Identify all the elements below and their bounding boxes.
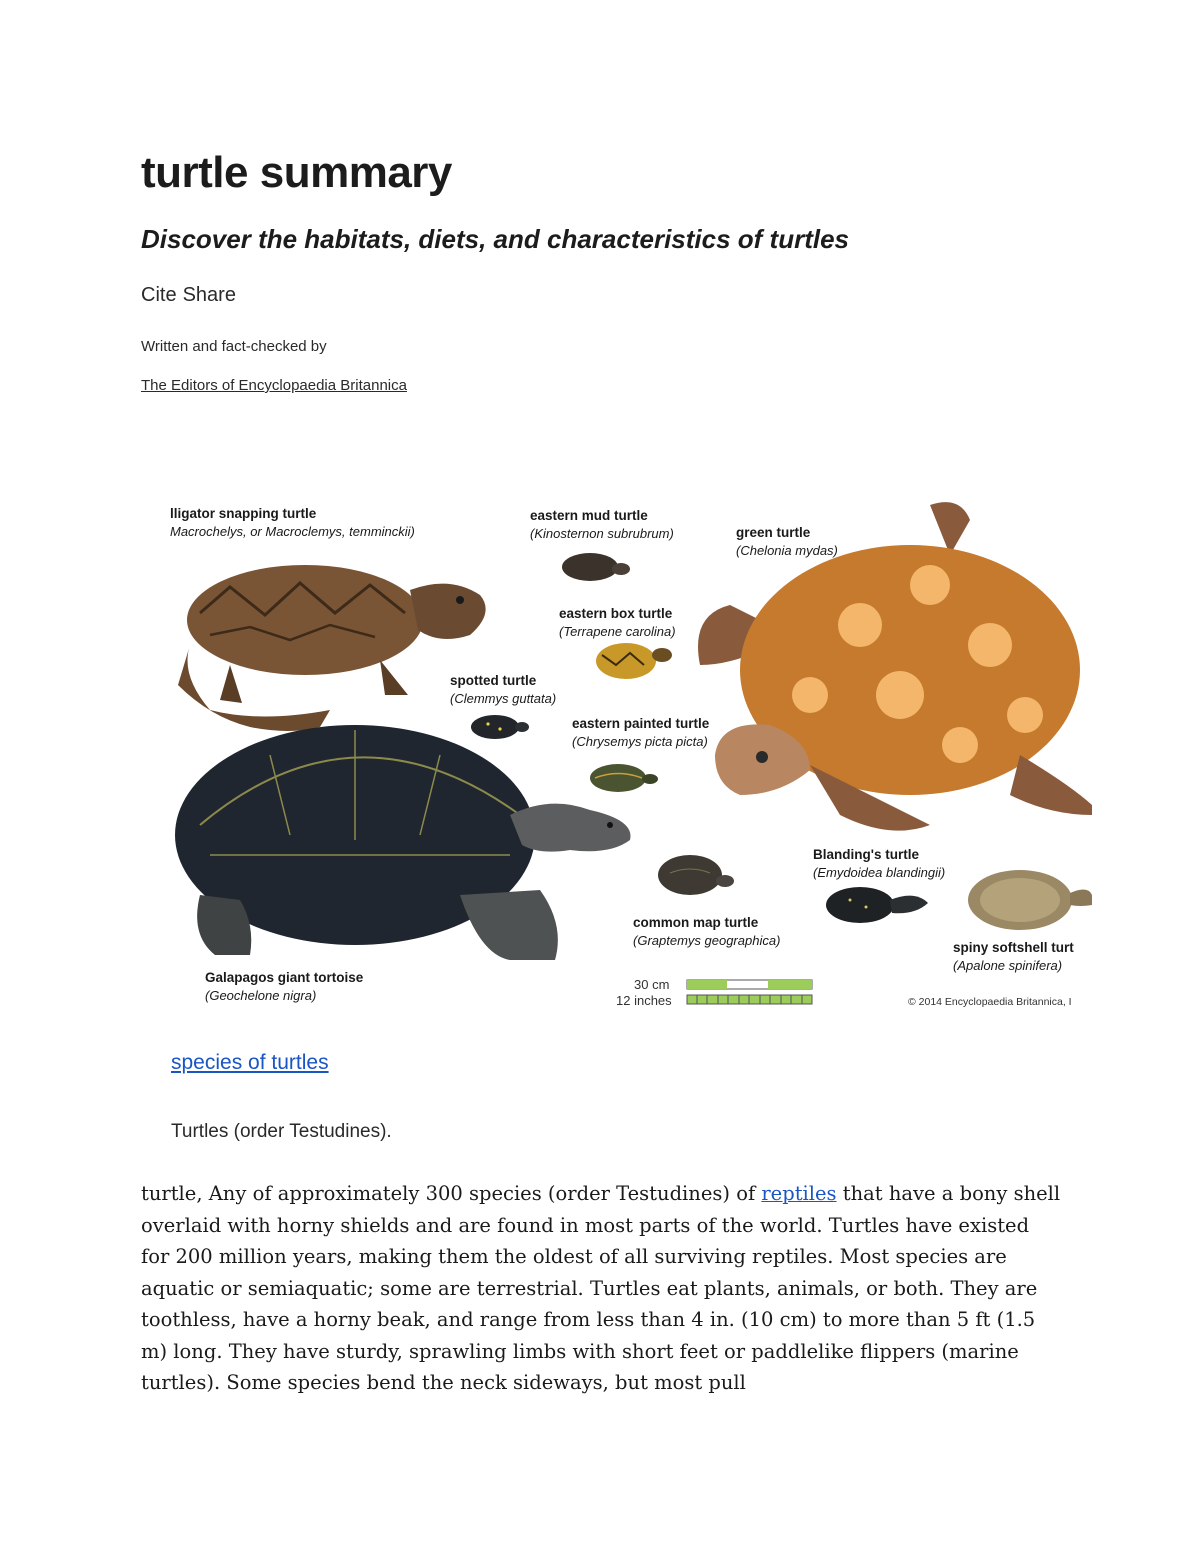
page-title: turtle summary [141,148,452,197]
label-spotted-name: spotted turtle [450,673,537,688]
label-mud-name: eastern mud turtle [530,508,648,523]
scale-cm-label: 30 cm [634,977,670,992]
label-painted-sci: (Chrysemys picta picta) [572,734,708,749]
label-spotted-sci: (Clemmys guttata) [450,691,557,706]
reptiles-link[interactable]: reptiles [761,1182,837,1205]
galapagos-tortoise-image [175,725,631,960]
summary-lead: turtle, Any of approximately 300 species (order Testudines) of [141,1182,762,1205]
species-of-turtles-link[interactable]: species of turtles [171,1051,329,1074]
eastern-painted-turtle-image [590,764,658,792]
spotted-turtle-image [471,715,529,739]
common-map-turtle-image [658,855,734,895]
turtle-species-illustration [170,495,1092,1015]
summary-paragraph [141,1178,1061,1399]
label-alligator-name: lligator snapping turtle [170,506,317,521]
label-galapagos-sci: (Geochelone nigra) [205,988,317,1003]
copyright-notice: © 2014 Encyclopaedia Britannica, I [908,996,1072,1008]
eastern-box-turtle-image [596,643,672,679]
label-alligator-sci: Macrochelys, or Macroclemys, temminckii) [170,524,415,539]
share-button[interactable]: Share [182,284,236,306]
scale-inches-label: 12 inches [616,993,672,1008]
scale-bar [687,980,812,1004]
label-green-sci: (Chelonia mydas) [736,543,838,558]
article-actions [141,284,242,307]
alligator-snapping-turtle-image [178,565,486,731]
label-galapagos-name: Galapagos giant tortoise [205,970,364,985]
label-blandings-name: Blanding's turtle [813,847,919,862]
label-softshell-name: spiny softshell turt [953,940,1074,955]
spiny-softshell-turtle-image [968,870,1092,930]
label-blandings-sci: (Emydoidea blandingii) [813,865,946,880]
page-subtitle: Discover the habitats, diets, and characteristics of turtles [141,224,850,254]
label-mud-sci: (Kinosternon subrubrum) [530,526,674,541]
summary-rest: that have a bony shell overlaid with horny shields and are found in most parts of the world. Turtles have existed for 200 million years, making them the oldest of all surviving reptiles. Most species are aquatic or semiaquatic; some are terrestrial. Turtles eat plants, animals, or both. They are toothless, have a horny beak, and range from less than 4 in. (10 cm) to more than 5 ft (1.5 m) long. They have sturdy, sprawling limbs with short feet or paddlelike flippers (marine turtles). Some species bend the neck sideways, but most pull [141,1182,1061,1394]
label-softshell-sci: (Apalone spinifera) [953,958,1063,973]
label-green-name: green turtle [736,525,811,540]
label-painted-name: eastern painted turtle [572,716,710,731]
eastern-mud-turtle-image [562,553,630,581]
figure-caption: Turtles (order Testudines). [171,1121,392,1142]
cite-button[interactable]: Cite [141,284,177,306]
authors-link[interactable]: The Editors of Encyclopaedia Britannica [141,377,407,394]
label-box-name: eastern box turtle [559,606,673,621]
blandings-turtle-image [826,887,928,923]
label-map-sci: (Graptemys geographica) [633,933,781,948]
label-map-name: common map turtle [633,915,759,930]
label-box-sci: (Terrapene carolina) [559,624,676,639]
byline: Written and fact-checked by [141,338,327,355]
